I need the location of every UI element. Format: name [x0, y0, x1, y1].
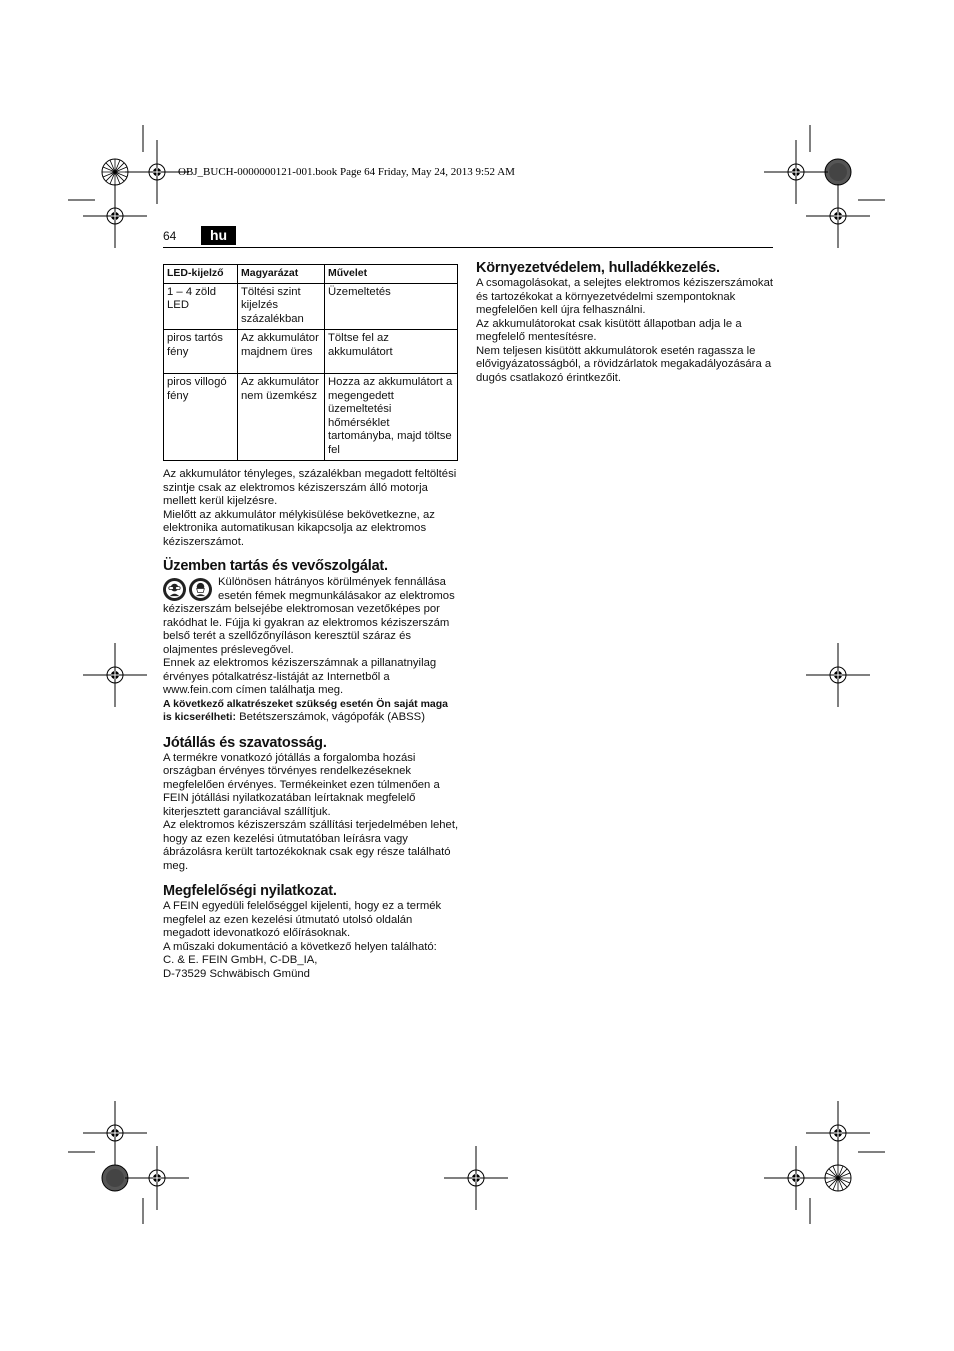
table-header-cell: Művelet: [325, 265, 458, 284]
table-row: [164, 374, 458, 461]
table-cell: Töltse fel az akkumulátort: [325, 330, 458, 374]
led-table: [163, 264, 458, 461]
table-cell: Az akkumulátor nem üzemkész: [238, 374, 325, 461]
table-row: [164, 283, 458, 330]
left-column: [163, 264, 459, 981]
table-cell: piros villogó fény: [164, 374, 238, 461]
table-header-cell: Magyarázat: [238, 265, 325, 284]
table-header-cell: LED-kijelző: [164, 265, 238, 284]
table-header-row: [164, 265, 458, 284]
table-cell: Hozza az akkumulátort a megengedett üzemeltetési hőmérséklet tartományba, majd töltse fel: [325, 374, 458, 461]
paragraph: A termékre vonatkozó jótállás a forgalomba hozási országban érvényes törvényes rendelkezéseknek megfelelően érvényes. Termékeinket ezen túlmenően a FEIN jótállási nyilatkozatában leírtaknak megfelelő kiterjesztett garanciával szállítjuk.: [163, 751, 440, 818]
table-cell: Az akkumulátor majdnem üres: [238, 330, 325, 374]
table-cell: Üzemeltetés: [325, 283, 458, 330]
address-line: C. & E. FEIN GmbH, C-DB_IA,: [163, 954, 318, 966]
print-header: OBJ_BUCH-0000000121-001.book Page 64 Friday, May 24, 2013 9:52 AM: [178, 166, 515, 178]
table-cell: Töltési szint kijelzés százalékban: [238, 283, 325, 330]
table-cell: piros tartós fény: [164, 330, 238, 374]
safety-icons: [163, 578, 212, 601]
paragraph: Nem teljesen kisütött akkumulátorok esetén ragassza le elővigyázatosságból, a rövidzárlatok megakadályozására a dugós csatlakozó érintkezőit.: [476, 344, 772, 384]
paragraph: Ennek az elektromos kéziszerszámnak a pillanatnyilag érvényes pótalkatrész-listáját az Internetből a www.fein.com címen találhatja meg.: [163, 657, 437, 696]
paragraph: Az akkumulátor tényleges, százalékban megadott feltöltési szintje csak az elektromos kéziszerszám álló motorja mellett kerül kijelzésre.: [163, 468, 457, 507]
header-rule: [163, 247, 773, 248]
table-row: [164, 330, 458, 374]
language-badge: hu: [201, 226, 236, 245]
paragraph: Mielőtt az akkumulátor mélykisülése bekövetkezne, az elektronika automatikusan kikapcsolja az elektromos kéziszerszámot.: [163, 508, 435, 548]
section-heading: Jótállás és szavatosság.: [163, 734, 327, 751]
right-column: [476, 259, 774, 385]
paragraph: Különösen hátrányos körülmények fennállása esetén fémek megmunkálásakor az elektromos kéziszerszám belsejébe elektromosan vezetőképes por rakódhat le. Fújja ki gyakran az elektromos kéziszerszám belső terét a szellőzőnyíláson keresztül száraz és olajmentes préslevegővel.: [163, 576, 455, 656]
section-heading: Üzemben tartás és vevőszolgálat.: [163, 558, 388, 574]
inline-text: Betétszerszámok, vágópofák (ABSS): [235, 711, 425, 723]
paragraph: Az akkumulátorokat csak kisütött állapotban adja le a megfelelő mentesítésre.: [476, 317, 742, 343]
paragraph: A csomagolásokat, a selejtes elektromos kéziszerszámokat és tartozékokat a környezetvédelmi szempontoknak megfelelően kell újra felhasználni.: [476, 277, 773, 316]
paragraph: Az elektromos kéziszerszám szállítási terjedelmében lehet, hogy az ezen kezelési útmutatóban leírásra vagy ábrázolásra került tartozékoknak csak egy része található meg.: [163, 819, 459, 872]
table-cell: 1 – 4 zöld LED: [164, 283, 238, 330]
page-number: 64: [163, 229, 177, 243]
paragraph: [163, 698, 459, 725]
dust-mask-icon: [189, 578, 212, 601]
section-heading: Megfelelőségi nyilatkozat.: [163, 883, 337, 899]
address-line: D-73529 Schwäbisch Gmünd: [163, 967, 310, 980]
paragraph: A FEIN egyedüli felelőséggel kijelenti, hogy ez a termék megfelel az ezen kezelési útmutató utolsó oldalán megadott idevonatkozó előírásoknak.: [163, 900, 442, 939]
paragraph: A műszaki dokumentáció a következő helyen található:: [163, 940, 437, 953]
section-heading: Környezetvédelem, hulladékkezelés.: [476, 260, 720, 276]
eye-protection-icon: [163, 578, 186, 601]
bold-lead: A következő alkatrészeket szükség esetén Ön saját maga is kicserélheti:: [163, 697, 448, 723]
